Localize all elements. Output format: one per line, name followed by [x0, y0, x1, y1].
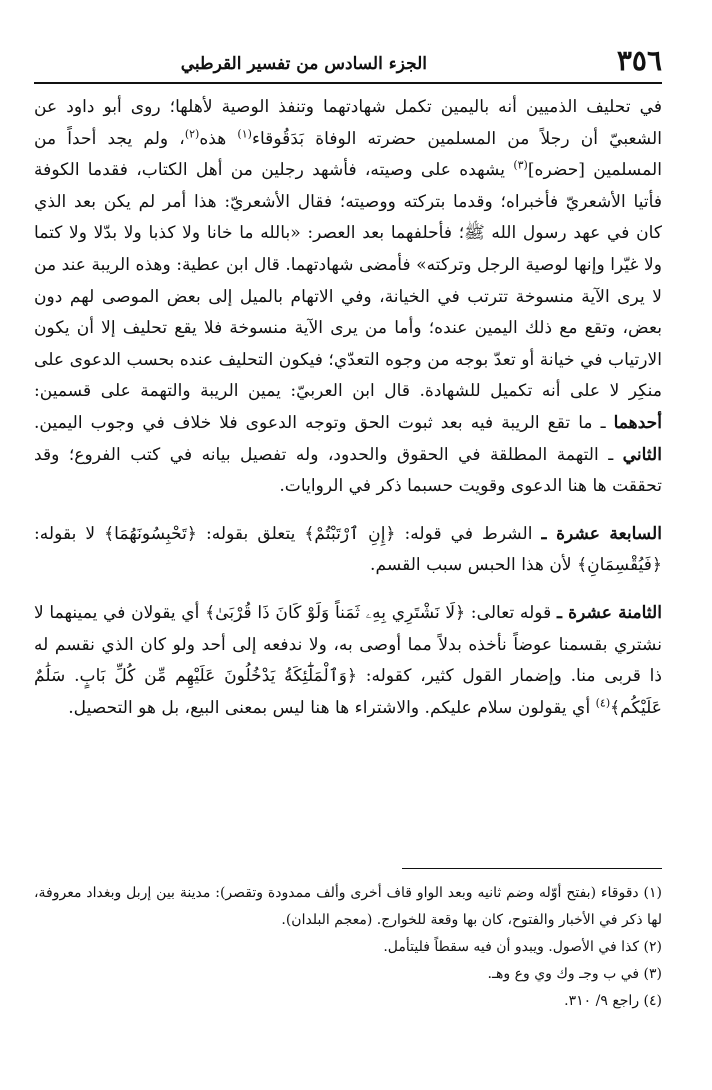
paragraph-3: [34, 598, 662, 724]
quran-quote: ﴿إِنِ ٱرْتَبْتُمْ﴾: [304, 523, 396, 544]
text-span: الشرط في قوله:: [395, 523, 542, 544]
text-span: أي يقولون سلام عليكم. والاشتراء ها هنا ليس بمعنى البيع، بل هو التحصيل.: [68, 697, 596, 718]
footnote-4: (٤) راجع ٩/ ٣١٠.: [564, 993, 662, 1009]
footnote-3: (٣) في ب وجـ وك وي وع وهـ.: [487, 966, 662, 982]
bold-term-second: الثاني: [622, 444, 662, 465]
footnote-1: (١) دقوقاء (بفتح أوّله وضم ثانيه وبعد الواو قاف أخرى وألف ممدودة وتقصر): مدينة بين إربل وبغداد معروفة، لها ذكر في الأخبار والفتوح، كان بها وقعة للخوارج. (معجم البلدان).: [34, 885, 662, 928]
quran-quote: ﴿تَحْبِسُونَهُمَا﴾: [104, 523, 197, 544]
footnote-divider: [402, 868, 662, 869]
section-label-18: الثامنة عشرة: [568, 602, 662, 623]
text-span: ـ ما تقع الريبة فيه بعد ثبوت الحق وتوجه الدعوى فلا خلاف في وجوب اليمين.: [34, 412, 614, 433]
text-span: ، ولم يجد أحداً من المسلمين [حضره]: [34, 128, 662, 181]
page-number: ٣٥٦: [616, 44, 662, 77]
text-span: ـ التهمة المطلقة في الحقوق والحدود، وله تفصيل بيانه في كتب الفروع؛ وقد تحققت ها هنا الدعوى وقويت حسبما ذكر في الروايات.: [34, 444, 662, 497]
main-text: [34, 92, 662, 724]
text-span: لا بقوله:: [34, 523, 105, 544]
running-title: الجزء السادس من تفسير القرطبي: [180, 54, 427, 74]
footnotes: [34, 880, 662, 1015]
paragraph-2: [34, 519, 662, 582]
text-span: قوله تعالى:: [465, 602, 557, 623]
paragraph-1: [34, 92, 662, 503]
bold-term-first: أحدهما: [613, 412, 662, 433]
footnote-ref-3: (٣): [513, 158, 528, 172]
text-span: أي يقولان في يمينهما لا نشتري بقسمنا عوضاً نأخذه بدلاً مما أوصى به، ولا ندفعه إلى أحد ولو كان الذي نقسم له ذا قربى منا. وإضمار القول كثير، كقوله:: [34, 602, 662, 687]
footnote-ref-1: (١): [237, 126, 252, 140]
quran-quote: ﴿لَا نَشْتَرِي بِهِۦ ثَمَناً وَلَوْ كَانَ ذَا قُرْبَىٰ﴾: [205, 602, 466, 623]
text-span: في تحليف الذميين أنه باليمين تكمل شهادتهما وتنفذ الوصية لأهلها؛ روى أبو داود عن الشعبيّ أن رجلاً من المسلمين حضرته الوفاة بَدَقُوقاء: [34, 97, 662, 149]
label-dash: ـ: [541, 523, 557, 544]
label-dash: ـ: [556, 602, 569, 623]
text-span: لأن هذا الحبس سبب القسم.: [370, 555, 578, 576]
section-label-17: السابعة عشرة: [556, 523, 663, 544]
footnote-ref-2: (٢): [184, 126, 200, 140]
text-span: هذه: [199, 128, 238, 149]
text-span: يتعلق بقوله:: [196, 523, 305, 544]
page-header: [34, 42, 662, 84]
footnote-ref-4: (٤): [595, 696, 611, 709]
footnote-2: (٢) كذا في الأصول. ويبدو أن فيه سقطاً فليتأمل.: [383, 939, 662, 955]
quran-quote: ﴿فَيُقْسِمَانِ﴾: [577, 555, 662, 576]
quran-quote: ﴿وَٱلْمَلَٰٓئِكَةُ يَدْخُلُونَ عَلَيْهِم مِّن كُلِّ بَابٍ. سَلَٰمٌ عَلَيْكُم﴾: [34, 666, 662, 718]
text-span: يشهده على وصيته، فأشهد رجلين من أهل الكتاب، فقدما الكوفة فأتيا الأشعريّ فأخبراه؛ وقدما بتركته ووصيته؛ فقال الأشعريّ: هذا أمر لم يكن بعد الذي كان في عهد رسول الله ﷺ؛ فأحلفهما بعد العصر: «بالله ما خانا ولا كذبا ولا بدّلا ولا كتما ولا غيّرا وإنها لوصية الرجل وتركته» فأمضى شهادتهما. قال ابن عطية: وهذه الريبة عند من لا يرى الآية منسوخة تترتب في الخيانة، وفي الاتهام بالميل إلى بعض الموصى لهم دون بعض، وتقع مع ذلك اليمين عنده؛ وأما من يرى الآية منسوخة فلا يقع تحليف إلا أن يكون الارتياب في خيانة أو تعدّ بوجه من وجوه التعدّي؛ فيكون التحليف عنده بحسب الدعوى على منكِر لا على أنه تكميل للشهادة. قال ابن العربيّ: يمين الريبة والتهمة على قسمين:: [34, 160, 662, 402]
